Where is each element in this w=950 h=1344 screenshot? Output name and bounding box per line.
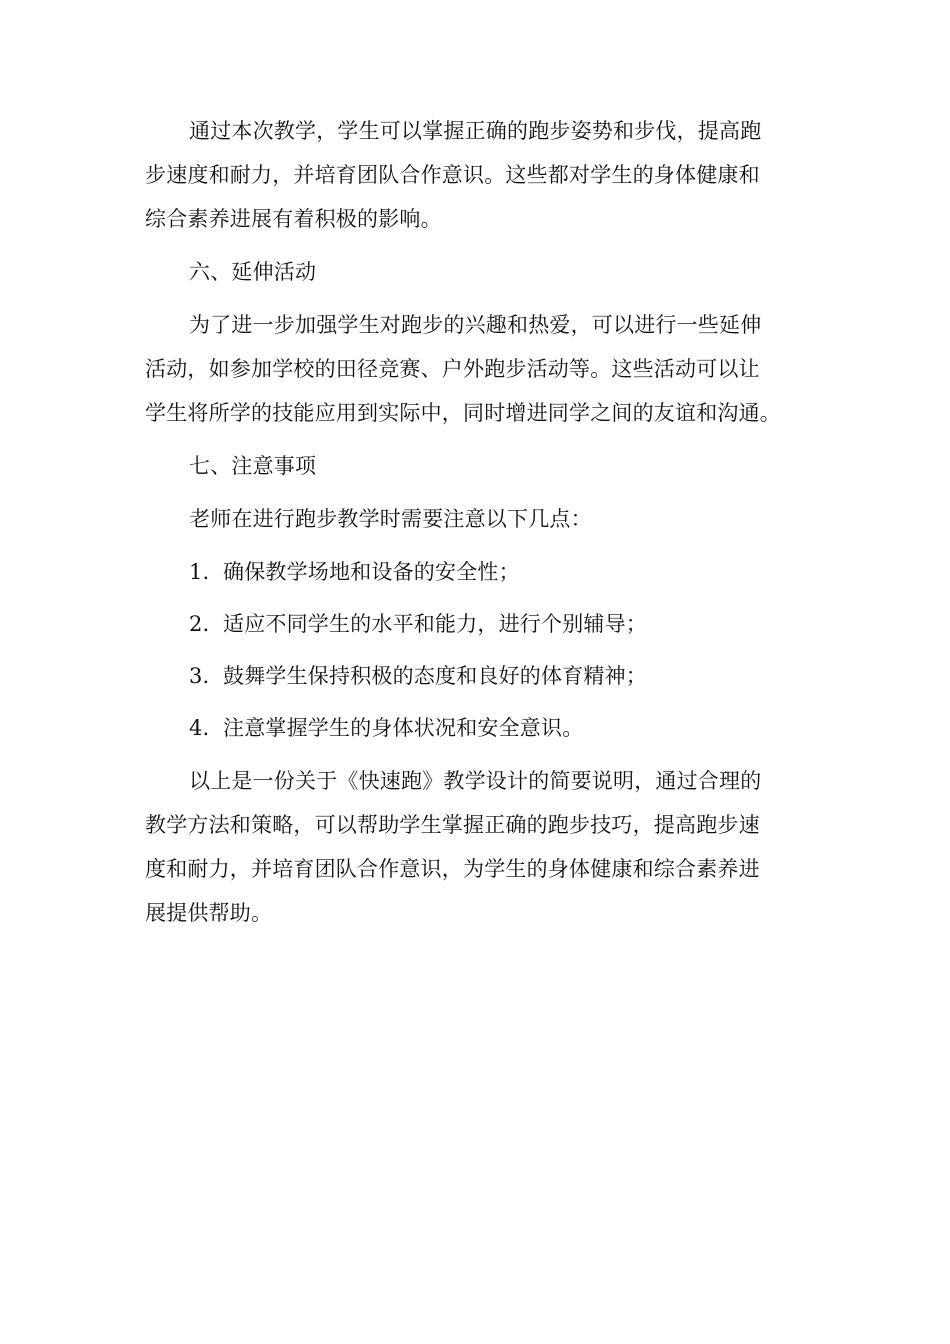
paragraph-line: 度和耐力，并培育团队合作意识，为学生的身体健康和综合素养进 <box>145 857 760 881</box>
list-number: 3. <box>189 664 210 688</box>
paragraph-line: 为了进一步加强学生对跑步的兴趣和热爱，可以进行一些延伸 <box>189 313 762 337</box>
paragraph-line: 以上是一份关于《快速跑》教学设计的简要说明，通过合理的 <box>189 769 762 793</box>
paragraph-line: 通过本次教学，学生可以掌握正确的跑步姿势和步伐，提高跑 <box>189 119 762 143</box>
list-number: 1. <box>189 560 210 584</box>
list-item <box>189 713 869 743</box>
list-text: 注意掌握学生的身体状况和安全意识。 <box>223 716 584 740</box>
list-item <box>189 557 869 587</box>
paragraph-line: 教学方法和策略，可以帮助学生掌握正确的跑步技巧，提高跑步速 <box>145 813 760 837</box>
paragraph-line: 老师在进行跑步教学时需要注意以下几点： <box>189 507 592 531</box>
paragraph-line: 步速度和耐力，并培育团队合作意识。这些都对学生的身体健康和 <box>145 163 760 187</box>
list-item <box>189 661 869 691</box>
paragraph-line: 活动，如参加学校的田径竞赛、户外跑步活动等。这些活动可以让 <box>145 357 760 381</box>
list-text: 鼓舞学生保持积极的态度和良好的体育精神； <box>223 664 647 688</box>
section-heading: 七、注意事项 <box>189 454 317 478</box>
paragraph-line: 综合素养进展有着积极的影响。 <box>145 207 442 231</box>
list-number: 2. <box>189 612 210 636</box>
list-number: 4. <box>189 716 210 740</box>
list-text: 确保教学场地和设备的安全性； <box>223 560 520 584</box>
paragraph-line: 学生将所学的技能应用到实际中，同时增进同学之间的友谊和沟通。 <box>145 401 781 425</box>
section-heading: 六、延伸活动 <box>189 260 317 284</box>
list-item <box>189 609 869 639</box>
list-text: 适应不同学生的水平和能力，进行个别辅导； <box>223 612 647 636</box>
paragraph-line: 展提供帮助。 <box>145 901 273 925</box>
